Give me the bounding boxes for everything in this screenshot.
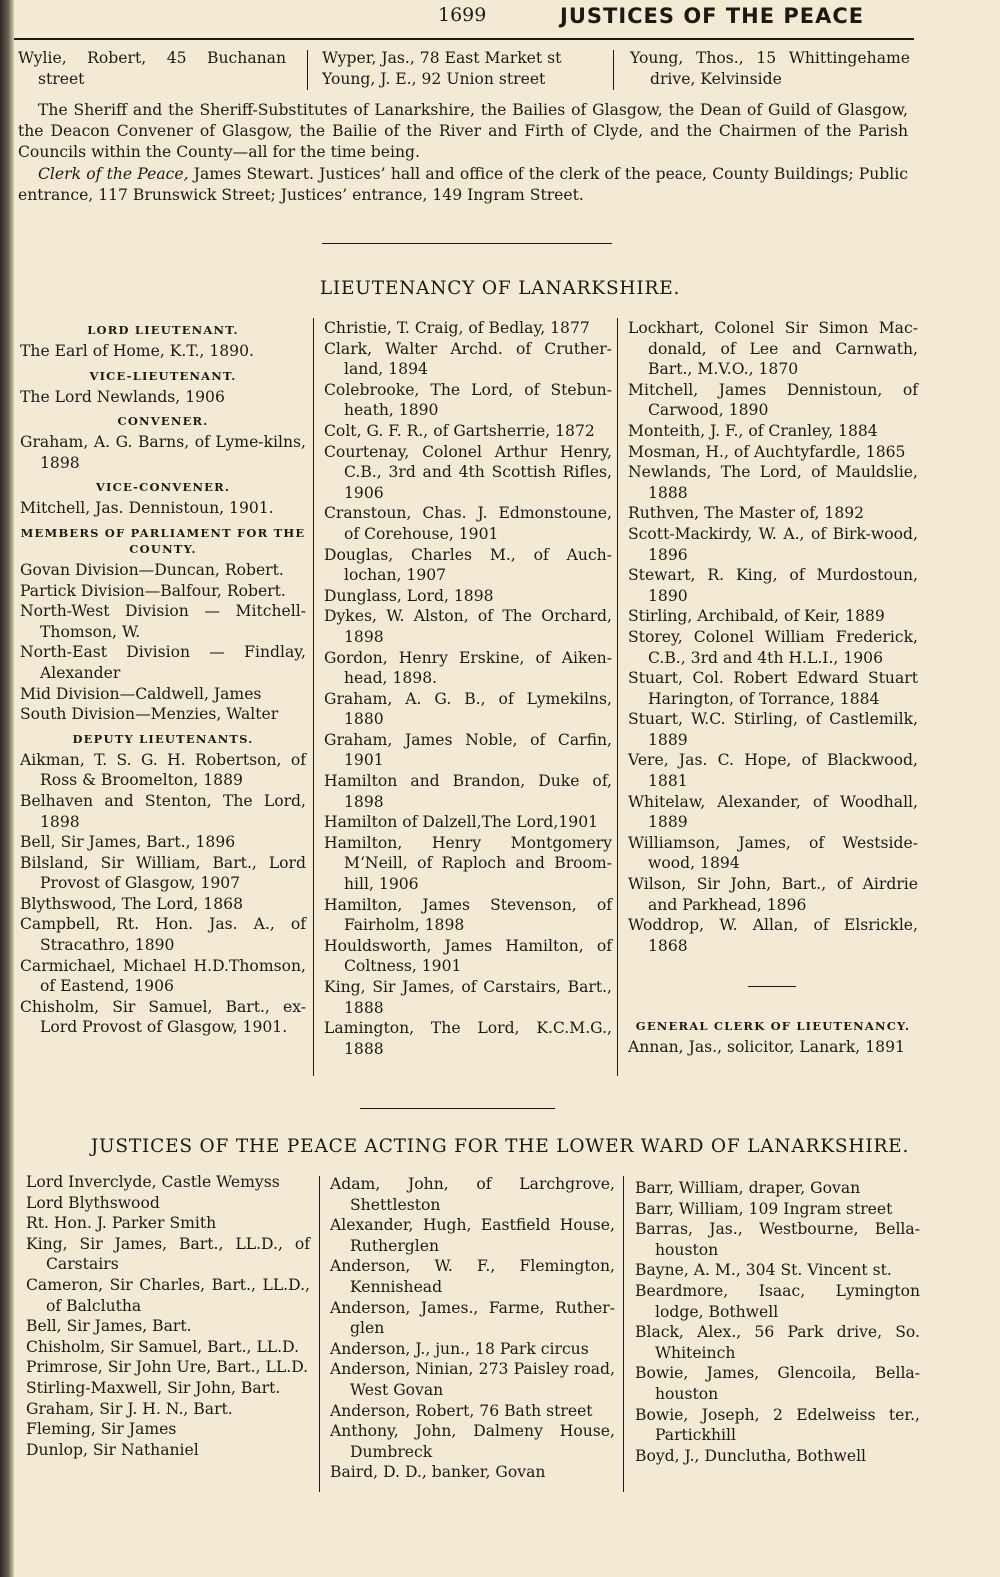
list-item: Carmichael, Michael H.D.Thomson, of Eastend, 1906 [20,956,306,996]
top-col-1 [18,48,286,89]
list-item: Chisholm, Sir Samuel, Bart., LL.D. [26,1337,300,1356]
list-item: The Earl of Home, K.T., 1890. [20,342,254,360]
list-item: Dunglass, Lord, 1898 [324,586,494,605]
list-item: Graham, James Noble, of Carfin, 1901 [324,730,612,770]
list-item: Anderson, W. F., Flemington, Kennishead [330,1257,615,1296]
list-item: Mitchell, James Dennistoun, of Carwood, 1890 [628,380,918,420]
list-item: Anderson, Robert, 76 Bath street [330,1401,593,1420]
list-item: Hamilton and Brandon, Duke of, 1898 [324,772,612,811]
list-item: Bowie, Joseph, 2 Edelweiss ter., Partickhill [635,1405,920,1445]
vice-lieutenant-block [20,368,306,408]
list-item: South Division—Menzies, Walter [20,705,279,724]
list-item: Partick Division—Balfour, Robert. [20,581,286,600]
clerk-of-peace-note [18,164,908,206]
list-item: Whitelaw, Alexander, of Woodhall, 1889 [628,792,918,832]
list-item: Lord Blythswood [26,1193,160,1212]
section-heading: LORD LIEUTENANT. [87,323,239,337]
list-item: Clark, Walter Archd. of Cruther-land, 1894 [324,339,612,379]
list-item: Colebrooke, The Lord, of Stebun-heath, 1890 [324,380,612,420]
list-item: Graham, A. G. Barns, of Lyme-kilns, 1898 [20,433,306,472]
section-rule [322,243,612,244]
list-item: Annan, Jas., solicitor, Lanark, 1891 [628,1038,905,1056]
list-item: King, Sir James, of Carstairs, Bart., 1888 [324,978,612,1017]
column-divider [613,50,614,90]
list-item: Beardmore, Isaac, Lymington lodge, Bothwell [635,1281,920,1321]
column-divider [623,1176,624,1492]
list-item: Anthony, John, Dalmeny House, Dumbreck [330,1422,615,1461]
list-item: Woddrop, W. Allan, of Elsrickle, 1868 [628,916,918,955]
list-item: Baird, D. D., banker, Govan [330,1463,546,1482]
top-col-3 [630,48,910,89]
page-header [0,2,1000,36]
justices-col-2 [330,1174,615,1483]
list-item: Wyper, Jas., 78 East Market st [322,49,562,67]
list-item: Courtenay, Colonel Arthur Henry, C.B., 3rd and 4th Scottish Rifles, 1906 [324,442,612,502]
list-item: Anderson, Ninian, 273 Paisley road, West Govan [330,1360,615,1399]
list-item: Stirling-Maxwell, Sir John, Bart. [26,1378,281,1397]
list-item: Newlands, The Lord, of Mauldslie, 1888 [628,463,918,502]
list-item: Mitchell, Jas. Dennistoun, 1901. [20,499,274,518]
list-item: Lord Inverclyde, Castle Wemyss [26,1173,280,1191]
list-item: Anderson, James., Farme, Ruther-glen [330,1298,615,1338]
list-item: Barr, William, draper, Govan [635,1179,861,1197]
deputy-lieutenants-block [20,731,306,1038]
top-col-2 [322,48,612,89]
section-heading: MEMBERS OF PARLIAMENT FOR THE COUNTY. [20,525,306,556]
list-item: Bell, Sir James, Bart., 1896 [20,833,236,852]
list-item: Stuart, W.C. Stirling, of Castlemilk, 1889 [628,710,918,749]
list-item: Graham, A. G. B., of Lymekilns, 1880 [324,689,612,729]
convener-block [20,413,306,473]
list-item: Barr, William, 109 Ingram street [635,1199,893,1218]
list-item: Hamilton of Dalzell,The Lord,1901 [324,813,599,832]
lord-lieutenant-block [20,322,306,362]
list-item: Bell, Sir James, Bart. [26,1317,192,1336]
list-item: Douglas, Charles M., of Auch-lochan, 1907 [324,545,612,585]
section-heading: DEPUTY LIEUTENANTS. [72,731,254,746]
list-item: Alexander, Hugh, Eastfield House, Rutherglen [330,1216,615,1255]
list-item: Anderson, J., jun., 18 Park circus [330,1339,589,1358]
column-divider [307,50,308,90]
list-item: Stewart, R. King, of Murdostoun, 1890 [628,566,918,605]
list-item: Fleming, Sir James [26,1420,177,1439]
list-item: Christie, T. Craig, of Bedlay, 1877 [324,319,590,337]
list-item: Wylie, Robert, 45 Buchanan street [18,49,286,88]
list-item: Bilsland, Sir William, Bart., Lord Provost of Glasgow, 1907 [20,853,306,893]
column-divider [319,1176,320,1492]
sheriff-note: The Sheriff and the Sheriff-Substitutes of Lanarkshire, the Bailies of Glasgow, the Dean of Guild of Glasgow, the Deacon Convener of Glasgow, the Bailie of the River and Firth of Clyde, and the Chairmen of the Parish Councils within the County—all for the time being. [18,101,908,161]
members-of-parliament-block [20,525,306,725]
list-item: Stirling, Archibald, of Keir, 1889 [628,607,885,626]
section-heading: CONVENER. [117,414,209,429]
lieutenancy-col-2 [324,318,612,1059]
list-item: Colt, G. F. R., of Gartsherrie, 1872 [324,421,595,440]
list-item: Young, J. E., 92 Union street [322,69,546,88]
section-heading: VICE-CONVENER. [95,480,231,495]
clerk-label: Clerk of the Peace, [38,165,189,183]
list-item: Campbell, Rt. Hon. Jas. A., of Stracathro, 1890 [20,915,306,955]
lieutenancy-title: LIEUTENANCY OF LANARKSHIRE. [319,278,681,299]
list-item: King, Sir James, Bart., LL.D., of Carstairs [26,1234,310,1274]
list-item: Monteith, J. F., of Cranley, 1884 [628,421,878,440]
list-item: Ruthven, The Master of, 1892 [628,504,865,523]
section-heading: VICE-LIEUTENANT. [89,368,237,383]
column-divider [313,318,314,1076]
clerk-details: James Stewart. Justices’ hall and office of the clerk of the peace, County Buildings; Public entrance, 117 Brunswick Street; Justices’ entrance, 149 Ingram Street. [18,165,908,204]
page-number: 1699 [438,4,487,26]
list-item: Houldsworth, James Hamilton, of Coltness, 1901 [324,936,612,976]
list-item: Hamilton, Henry Montgomery M‘Neill, of Raploch and Broom-hill, 1906 [324,833,612,894]
section-heading: GENERAL CLERK OF LIEUTENANCY. [635,1019,911,1033]
list-item: Cameron, Sir Charles, Bart., LL.D., of Balclutha [26,1275,310,1315]
list-item: Bayne, A. M., 304 St. Vincent st. [635,1261,892,1280]
list-item: Rt. Hon. J. Parker Smith [26,1214,217,1233]
list-item: Adam, John, of Larchgrove, Shettleston [330,1175,615,1214]
list-item: Belhaven and Stenton, The Lord, 1898 [20,791,306,831]
running-head: JUSTICES OF THE PEACE [560,4,865,28]
list-item: Scott-Mackirdy, W. A., of Birk-wood, 1896 [628,524,918,564]
list-item: Lamington, The Lord, K.C.M.G., 1888 [324,1019,612,1058]
list-item: Stuart, Col. Robert Edward Stuart Harington, of Torrance, 1884 [628,669,918,708]
list-item: North-West Division — Mitchell-Thomson, W. [20,602,306,641]
list-item: Vere, Jas. C. Hope, of Blackwood, 1881 [628,751,918,791]
section-rule [360,1108,555,1109]
list-item: Barras, Jas., Westbourne, Bella-houston [635,1220,920,1259]
list-item: Primrose, Sir John Ure, Bart., LL.D. [26,1358,309,1377]
book-binding-edge [0,0,14,1577]
list-item: The Lord Newlands, 1906 [20,387,225,406]
list-item: Boyd, J., Dunclutha, Bothwell [635,1446,867,1465]
lieutenancy-col-3 [628,318,918,956]
list-item: Young, Thos., 15 Whittingehame drive, Kelvinside [630,49,910,88]
list-item: Dykes, W. Alston, of The Orchard, 1898 [324,607,612,646]
column-divider [617,318,618,1076]
list-item: Storey, Colonel William Frederick, C.B., 3rd and 4th H.L.I., 1906 [628,627,918,667]
list-item: Gordon, Henry Erskine, of Aiken-head, 1898. [324,648,612,688]
list-item: North-East Division — Findlay, Alexander [20,643,306,682]
list-item: Lockhart, Colonel Sir Simon Mac-donald, of Lee and Carnwath, Bart., M.V.O., 1870 [628,319,918,379]
list-item: Bowie, James, Glencoila, Bella-houston [635,1364,920,1403]
justices-col-1 [26,1172,310,1460]
vice-convener-block [20,479,306,519]
list-item: Blythswood, The Lord, 1868 [20,894,243,913]
general-clerk-block [628,1012,918,1058]
header-rule [14,38,914,40]
list-item: Chisholm, Sir Samuel, Bart., ex-Lord Provost of Glasgow, 1901. [20,997,306,1037]
list-item: Graham, Sir J. H. N., Bart. [26,1399,233,1418]
lieutenancy-col-1 [20,316,306,1038]
list-item: Aikman, T. S. G. H. Robertson, of Ross & Broomelton, 1889 [20,750,306,790]
list-item: Govan Division—Duncan, Robert. [20,560,284,579]
list-item: Mid Division—Caldwell, James [20,684,262,703]
short-rule [748,986,796,987]
list-item: Dunlop, Sir Nathaniel [26,1440,199,1459]
list-item: Black, Alex., 56 Park drive, So. Whiteinch [635,1323,920,1362]
list-item: Williamson, James, of Westside-wood, 1894 [628,833,918,873]
justices-title: JUSTICES OF THE PEACE ACTING FOR THE LOWER WARD OF LANARKSHIRE. [90,1136,910,1157]
justices-col-3 [635,1178,920,1466]
list-item: Hamilton, James Stevenson, of Fairholm, 1898 [324,895,612,935]
list-item: Mosman, H., of Auchtyfardle, 1865 [628,442,906,461]
list-item: Cranstoun, Chas. J. Edmonstoune, of Corehouse, 1901 [324,504,612,543]
list-item: Wilson, Sir John, Bart., of Airdrie and Parkhead, 1896 [628,875,918,914]
